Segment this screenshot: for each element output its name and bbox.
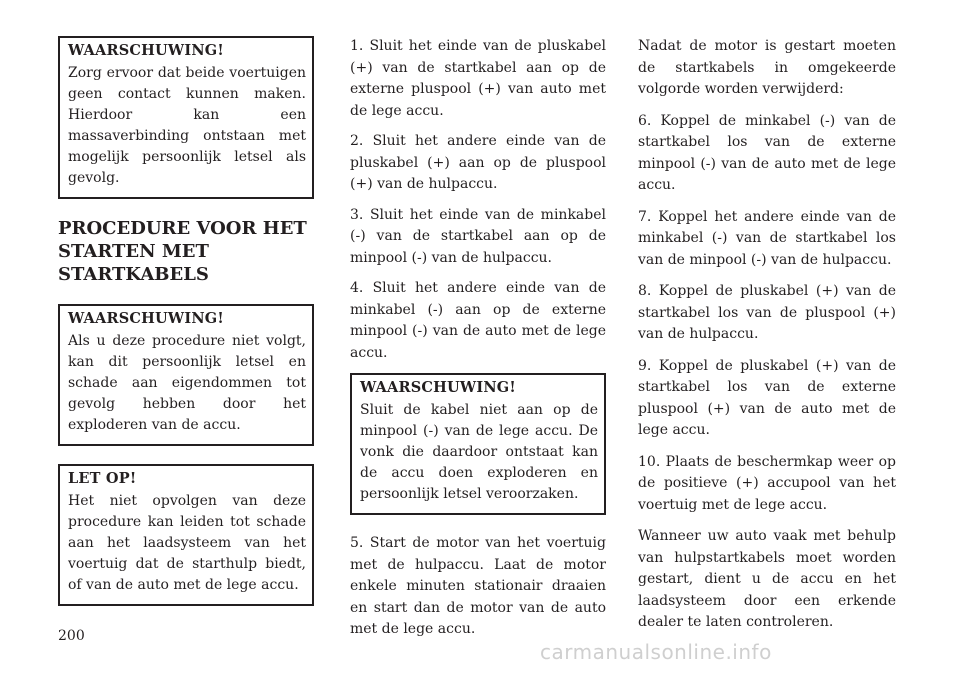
step-5: 5. Start de motor van het voertuig met de hulpaccu. Laat de motor enkele minuten stationair draaien en start dan de motor van de auto met de lege accu. <box>350 535 606 637</box>
closing-note: Wanneer uw auto vaak met behulp van hulpstartkabels moet worden gestart, dient u de accu en het laadsysteem door een erkende dealer te laten controleren. <box>638 528 896 630</box>
step-9: 9. Koppel de pluskabel (+) van de startkabel los van de externe pluspool (+) van de auto met de lege accu. <box>638 357 896 438</box>
warning-box-procedure <box>58 304 314 446</box>
warning-text: Sluit de kabel niet aan op de minpool (-) van de lege accu. De vonk die daardoor ontstaat kan de accu doen exploderen en persoonlijk letsel veroorzaken. <box>360 402 598 502</box>
page-number: 200 <box>58 628 85 644</box>
warning-box-minpool <box>350 373 606 515</box>
step-10: 10. Plaats de beschermkap weer op de positieve (+) accupool van het voertuig met de lege accu. <box>638 453 896 513</box>
step-4: 4. Sluit het andere einde van de minkabel (-) aan op de externe minpool (-) van de auto met de lege accu. <box>350 280 606 361</box>
removal-intro: Nadat de motor is gestart moeten de startkabels in omgekeerde volgorde worden verwijderd: <box>638 38 896 97</box>
step-6: 6. Koppel de minkabel (-) van de startkabel los van de externe minpool (-) van de auto met de lege accu. <box>638 112 896 193</box>
warning-title: WAARSCHUWING! <box>68 310 224 327</box>
warning-box-contact <box>58 36 314 199</box>
warning-text: Zorg ervoor dat beide voertuigen geen contact kunnen maken. Hierdoor kan een massaverbinding ontstaan met mogelijk persoonlijk letsel als gevolg. <box>68 65 306 186</box>
warning-text: Als u deze procedure niet volgt, kan dit persoonlijk letsel en schade aan eigendommen tot gevolg hebben door het exploderen van de accu. <box>68 333 306 433</box>
step-3: 3. Sluit het einde van de minkabel (-) van de startkabel aan op de minpool (-) van de hulpaccu. <box>350 206 606 266</box>
step-8: 8. Koppel de pluskabel (+) van de startkabel los van de pluspool (+) van de hulpaccu. <box>638 283 896 342</box>
column-left <box>58 36 314 624</box>
step-1: 1. Sluit het einde van de pluskabel (+) van de startkabel aan op de externe pluspool (+) van auto met de lege accu. <box>350 38 606 119</box>
column-middle <box>350 36 606 650</box>
warning-title: WAARSCHUWING! <box>360 379 516 396</box>
warning-title: WAARSCHUWING! <box>68 42 224 59</box>
section-heading: PROCEDURE VOOR HET STARTEN MET STARTKABELS <box>58 218 307 285</box>
watermark: carmanualsonline.info <box>540 640 772 664</box>
caution-title: LET OP! <box>68 470 137 487</box>
caution-text: Het niet opvolgen van deze procedure kan leiden tot schade aan het laadsysteem van het voertuig dat de starthulp biedt, of van de auto met de lege accu. <box>68 493 306 593</box>
caution-box <box>58 464 314 606</box>
step-7: 7. Koppel het andere einde van de minkabel (-) van de startkabel los van de minpool (-) van de hulpaccu. <box>638 208 896 268</box>
step-2: 2. Sluit het andere einde van de pluskabel (+) aan op de pluspool (+) van de hulpaccu. <box>350 133 606 192</box>
column-right <box>638 36 896 644</box>
